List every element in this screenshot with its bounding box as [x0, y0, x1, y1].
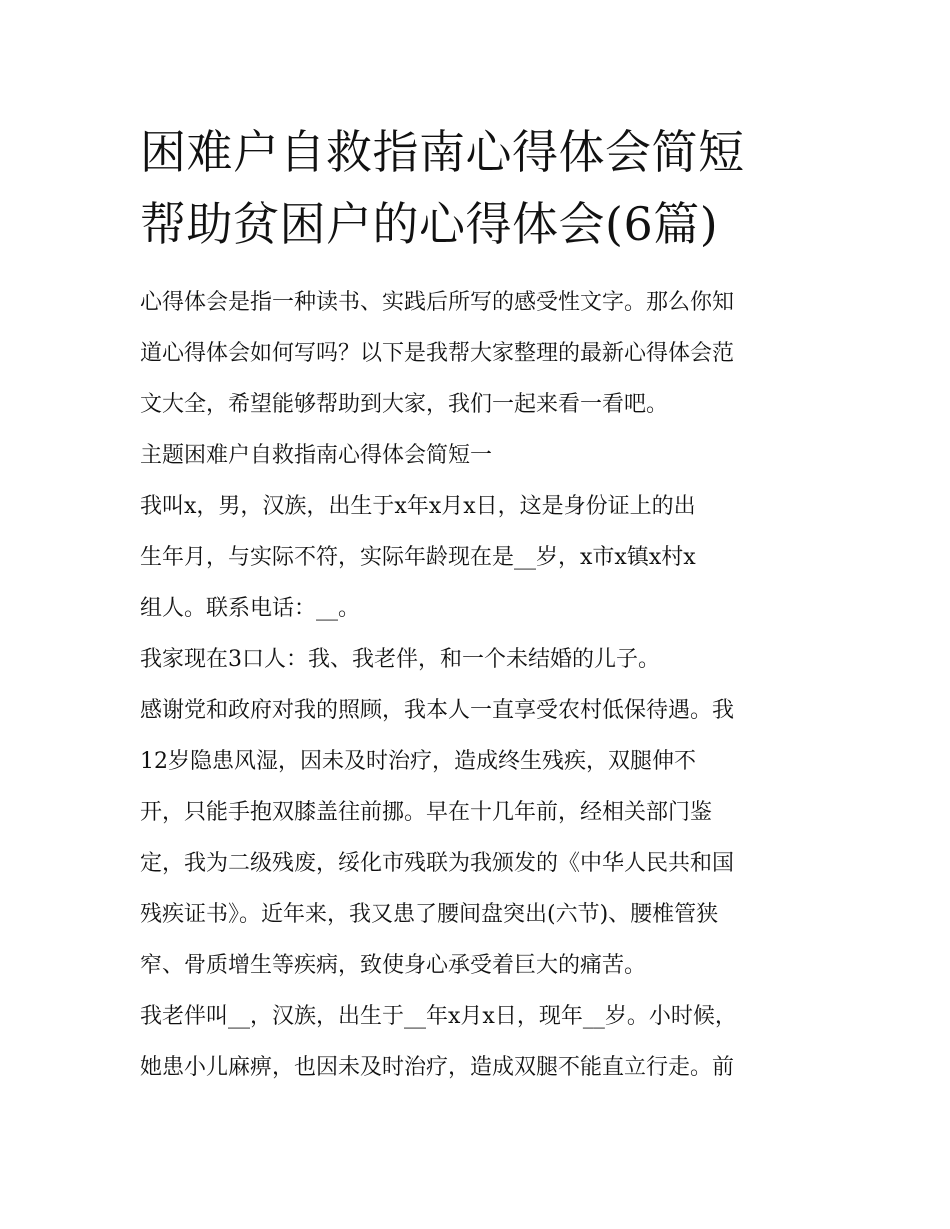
- title-line-2: 帮助贫困户的心得体会(6篇): [140, 197, 719, 251]
- body-line: 组人。联系电话：__。: [140, 596, 361, 621]
- body-line: 我老伴叫__，汉族，出生于__年x月x日，现年__岁。小时候，: [140, 1004, 737, 1029]
- section-heading: 主题困难户自救指南心得体会简短一: [140, 443, 493, 468]
- body-line: 残疾证书》。近年来，我又患了腰间盘突出(六节)、腰椎管狭: [140, 902, 719, 927]
- body-line: 心得体会是指一种读书、实践后所写的感受性文字。那么你知: [140, 290, 735, 315]
- body-line: 我家现在3口人：我、我老伴，和一个未结婚的儿子。: [140, 647, 660, 672]
- body-line: 12岁隐患风湿，因未及时治疗，造成终生残疾，双腿伸不: [140, 749, 696, 774]
- body-line: 我叫x，男，汉族，出生于x年x月x日，这是身份证上的出: [140, 494, 696, 519]
- body-line: 道心得体会如何写吗？以下是我帮大家整理的最新心得体会范: [140, 341, 735, 366]
- body-line: 定，我为二级残废，绥化市残联为我颁发的《中华人民共和国: [140, 851, 735, 876]
- body-line: 窄、骨质增生等疾病，致使身心承受着巨大的痛苦。: [140, 953, 647, 978]
- body-line: 开，只能手抱双膝盖往前挪。早在十几年前，经相关部门鉴: [140, 800, 713, 825]
- body-line: 文大全，希望能够帮助到大家，我们一起来看一看吧。: [140, 392, 669, 417]
- body-line: 她患小儿麻痹，也因未及时治疗，造成双腿不能直立行走。前: [140, 1055, 735, 1080]
- document-title: [140, 116, 840, 260]
- document-body: [140, 277, 830, 1093]
- body-line: 生年月，与实际不符，实际年龄现在是__岁，x市x镇x村x: [140, 545, 696, 570]
- body-line: 感谢党和政府对我的照顾，我本人一直享受农村低保待遇。我: [140, 698, 735, 723]
- title-line-1: 困难户自救指南心得体会简短: [140, 125, 745, 179]
